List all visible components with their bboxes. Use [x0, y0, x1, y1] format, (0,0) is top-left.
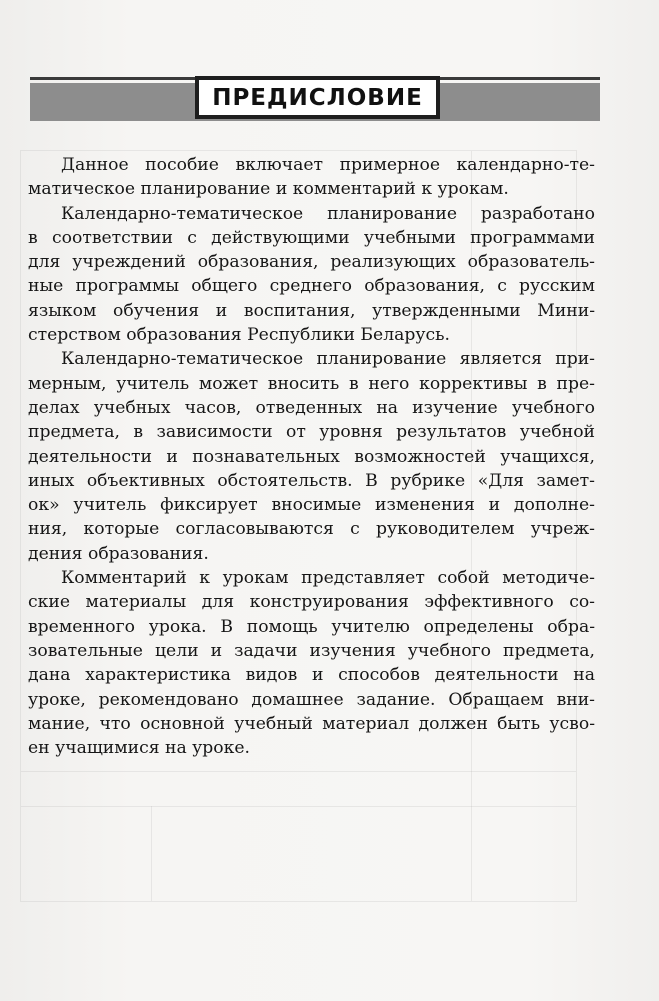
text-line: делах учебных часов, отведенных на изучение учебного: [28, 397, 595, 418]
text-line: ок» учитель фиксирует вносимые изменения и дополне-: [28, 495, 595, 516]
text-line: уроке, рекомендовано домашнее задание. Обращаем вни-: [28, 689, 595, 710]
text-line: Календарно-тематическое планирование разработано: [61, 203, 595, 224]
text-line: деятельности и познавательных возможностей учащихся,: [28, 446, 595, 467]
body-text: [28, 153, 595, 760]
page-title: ПРЕДИСЛОВИЕ: [212, 84, 423, 111]
text-line: для учреждений образования, реализующих образователь-: [28, 252, 595, 273]
show-through-rule: [21, 771, 576, 772]
text-line: Календарно-тематическое планирование является при-: [61, 349, 595, 370]
text-line: языком обучения и воспитания, утвержденными Мини-: [28, 300, 595, 321]
text-line: стерством образования Республики Беларусь.: [28, 325, 450, 346]
text-line: Комментарий к урокам представляет собой методиче-: [61, 568, 595, 589]
text-line: дана характеристика видов и способов деятельности на: [28, 665, 595, 686]
text-line: ные программы общего среднего образования, с русским: [28, 276, 595, 297]
text-line: дения образования.: [28, 543, 209, 564]
text-line: временного урока. В помощь учителю определены обра-: [28, 616, 595, 637]
text-line: ен учащимися на уроке.: [28, 738, 251, 759]
text-line: иных объективных обстоятельств. В рубрике «Для замет-: [28, 470, 595, 491]
text-line: в соответствии с действующими учебными программами: [28, 227, 595, 248]
show-through-rule: [21, 806, 576, 807]
show-through-rule: [151, 806, 152, 901]
text-line: матическое планирование и комментарий к урокам.: [28, 179, 509, 200]
section-header: [30, 65, 600, 123]
title-box: [195, 76, 440, 119]
text-line: предмета, в зависимости от уровня результатов учебной: [28, 422, 595, 443]
text-line: зовательные цели и задачи изучения учебного предмета,: [28, 640, 595, 661]
text-line: ские материалы для конструирования эффективного со-: [28, 592, 595, 613]
text-line: ния, которые согласовываются с руководителем учреж-: [28, 519, 595, 540]
text-line: мание, что основной учебный материал должен быть усво-: [28, 713, 595, 734]
text-line: Данное пособие включает примерное календарно-те-: [61, 155, 595, 175]
text-line: мерным, учитель может вносить в него коррективы в пре-: [28, 373, 595, 394]
